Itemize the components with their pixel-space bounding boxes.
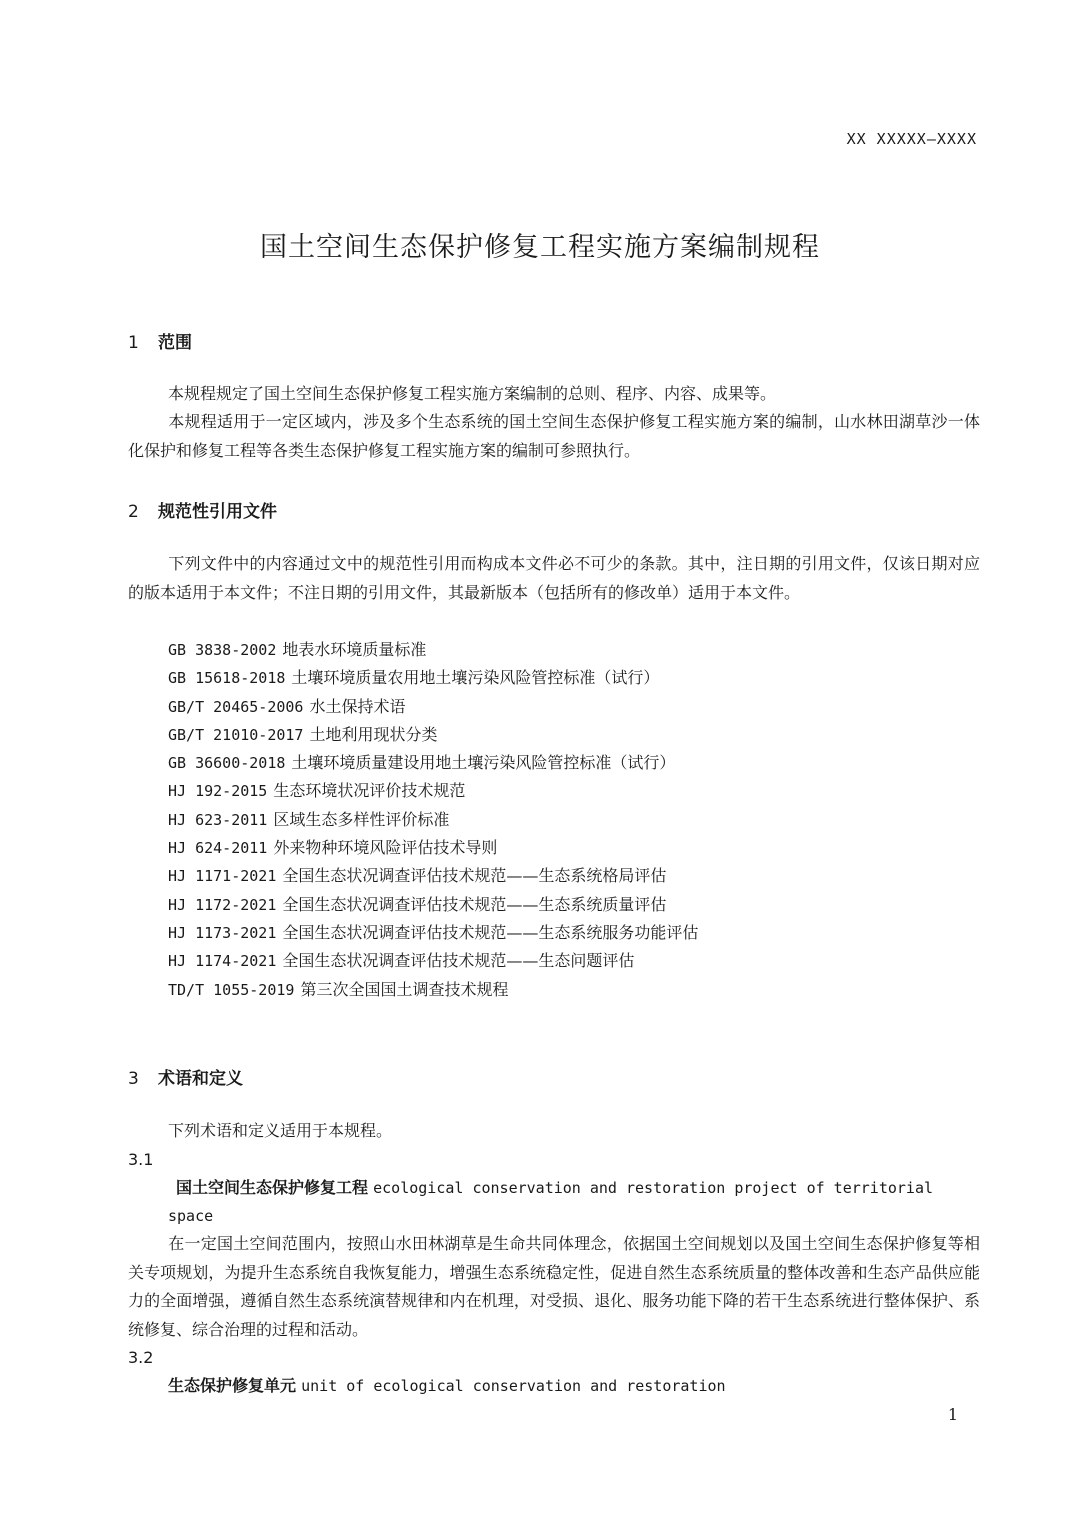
reference-item [168, 777, 698, 805]
reference-item [168, 976, 698, 1004]
reference-title: 全国生态状况调查评估技术规范——生态系统服务功能评估 [282, 922, 699, 942]
reference-item [168, 891, 698, 919]
reference-list [168, 636, 698, 1004]
reference-title: 土壤环境质量农用地土壤污染风险管控标准（试行） [291, 668, 660, 688]
reference-item [168, 806, 698, 834]
reference-item [168, 721, 698, 749]
reference-title: 土地利用现状分类 [309, 724, 438, 744]
section-heading-scope [128, 328, 192, 353]
reference-item [168, 947, 698, 975]
reference-code: HJ 1171-2021 [168, 867, 277, 886]
section-number: 2 [128, 502, 139, 522]
term-english-name: unit of ecological conservation and restoration [301, 1377, 726, 1395]
reference-item [168, 636, 698, 664]
section-number: 1 [128, 333, 139, 353]
reference-code: HJ 1174-2021 [168, 952, 277, 971]
reference-item [168, 834, 698, 862]
reference-code: HJ 1172-2021 [168, 895, 277, 914]
term-heading [168, 1372, 980, 1401]
reference-title: 全国生态状况调查评估技术规范——生态系统质量评估 [282, 894, 667, 914]
term-chinese-name: 国土空间生态保护修复工程 [176, 1178, 369, 1197]
reference-code: GB/T 20465-2006 [168, 697, 304, 716]
reference-title: 全国生态状况调查评估技术规范——生态问题评估 [282, 951, 635, 971]
section-title: 术语和定义 [158, 1069, 243, 1089]
reference-item [168, 919, 698, 947]
section-number: 3 [128, 1069, 139, 1089]
term-number: 3.1 [128, 1150, 154, 1169]
document-title: 国土空间生态保护修复工程实施方案编制规程 [260, 232, 820, 263]
reference-title: 第三次全国国土调查技术规程 [300, 979, 509, 999]
section-title: 规范性引用文件 [158, 502, 277, 522]
reference-code: GB/T 21010-2017 [168, 725, 304, 744]
reference-code: GB 15618-2018 [168, 669, 286, 688]
reference-item [168, 862, 698, 890]
document-code: XX XXXXX—XXXX [846, 130, 977, 148]
term-english-name: ecological conservation and restoration project of territorial [373, 1179, 934, 1197]
term-definition: 在一定国土空间范围内，按照山水田林湖草是生命共同体理念，依据国土空间规划以及国土空间生态保护修复等相关专项规划，为提升生态系统自我恢复能力，增强生态系统稳定性，促进自然生态系统质量的整体改善和生态产品供应能力的全面增强，遵循自然生态系统演替规律和内在机理，对受损、退化、服务功能下降的若干生态系统进行整体保护、系统修复、综合治理的过程和活动。 [128, 1234, 980, 1339]
term-english-name-continued: space [168, 1207, 214, 1225]
term-number: 3.2 [128, 1348, 154, 1367]
scope-paragraph-2: 本规程适用于一定区域内，涉及多个生态系统的国土空间生态保护修复工程实施方案的编制，山水林田湖草沙一体化保护和修复工程等各类生态保护修复工程实施方案的编制可参照执行。 [128, 412, 980, 460]
reference-code: HJ 623-2011 [168, 810, 268, 829]
reference-title: 外来物种环境风险评估技术导则 [273, 838, 498, 858]
reference-item [168, 749, 698, 777]
term-heading [176, 1174, 988, 1203]
reference-code: HJ 1173-2021 [168, 923, 277, 942]
page-number: 1 [947, 1405, 958, 1424]
reference-code: GB 36600-2018 [168, 754, 286, 773]
reference-title: 地表水环境质量标准 [282, 640, 427, 659]
reference-code: TD/T 1055-2019 [168, 980, 295, 999]
term-chinese-name: 生态保护修复单元 [168, 1376, 297, 1395]
reference-title: 生态环境状况评价技术规范 [273, 781, 466, 801]
references-intro-paragraph: 下列文件中的内容通过文中的规范性引用而构成本文件必不可少的条款。其中，注日期的引用文件，仅该日期对应的版本适用于本文件；不注日期的引用文件，其最新版本（包括所有的修改单）适用于本文件。 [128, 554, 980, 602]
reference-title: 区域生态多样性评价标准 [273, 809, 450, 829]
reference-code: HJ 192-2015 [168, 782, 268, 801]
section-heading-normative-references [128, 497, 277, 522]
reference-title: 全国生态状况调查评估技术规范——生态系统格局评估 [282, 866, 667, 886]
reference-item [168, 693, 698, 721]
terms-intro-paragraph: 下列术语和定义适用于本规程。 [168, 1121, 393, 1140]
scope-paragraph-1: 本规程规定了国土空间生态保护修复工程实施方案编制的总则、程序、内容、成果等。 [168, 384, 777, 403]
reference-code: GB 3838-2002 [168, 641, 277, 659]
reference-title: 土壤环境质量建设用地土壤污染风险管控标准（试行） [291, 753, 676, 773]
section-title: 范围 [158, 333, 192, 353]
reference-code: HJ 624-2011 [168, 839, 268, 858]
reference-title: 水土保持术语 [309, 696, 406, 716]
section-heading-terms-definitions [128, 1064, 243, 1089]
reference-item [168, 664, 698, 692]
